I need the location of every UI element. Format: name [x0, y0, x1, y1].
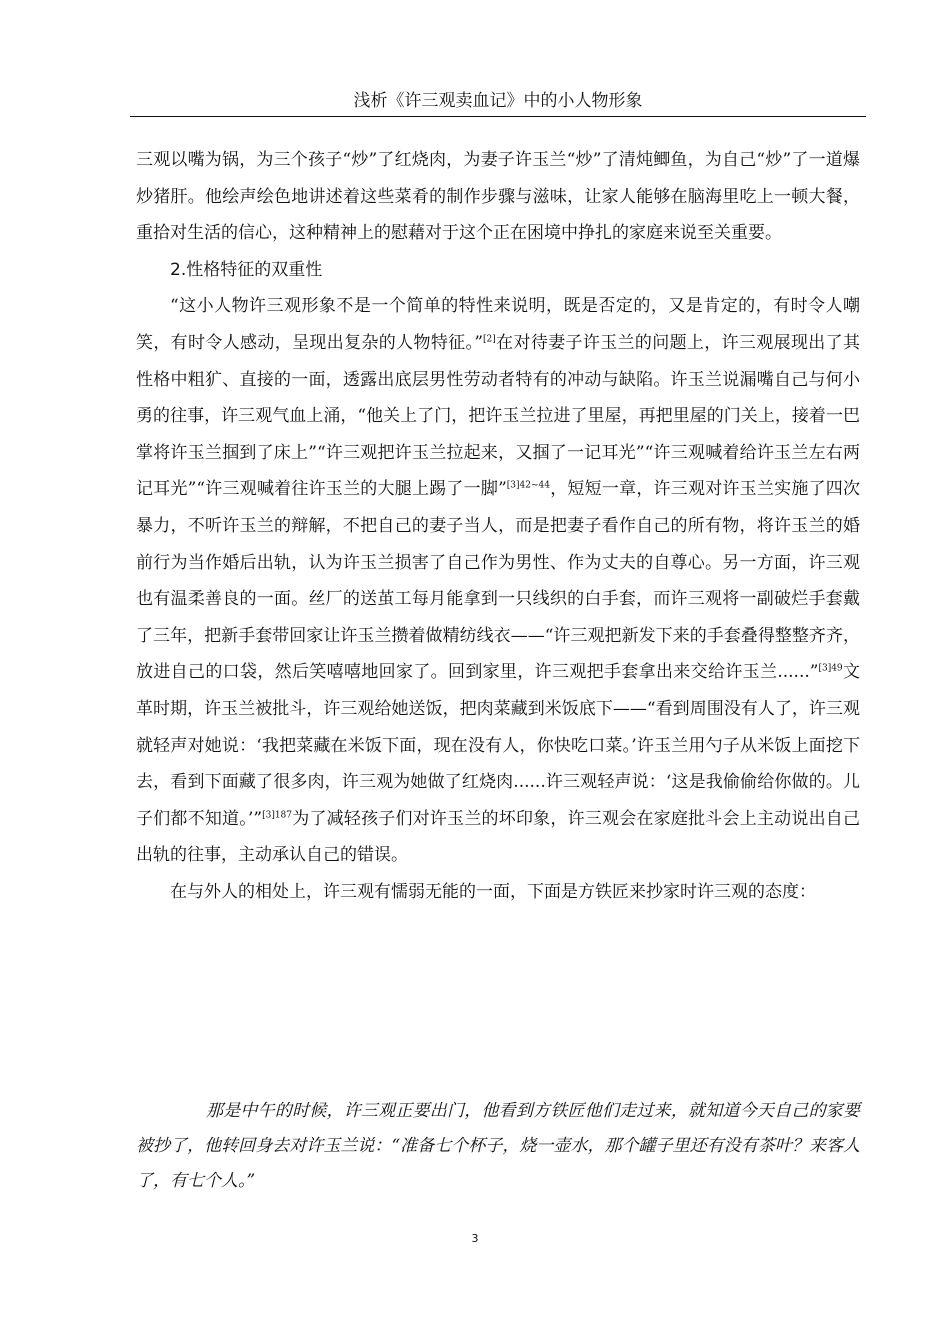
header-rule — [130, 116, 866, 117]
paragraph-2-part-d: 文革时期，许玉兰被批斗，许三观给她送饭，把肉菜藏到米饭底下——“看到周围没有人了，许三观就轻声对她说：‘我把菜藏在米饭下面，现在没有人，你快吃口菜。’许玉兰用勺子从米饭上面挖下去，看到下面藏了很多肉，许三观为她做了红烧肉......许三观轻声说：‘这是我偷偷给你做的。儿子们都不知道。’” — [136, 662, 860, 829]
paragraph-2-part-e: 为了减轻孩子们对许玉兰的坏印象，许三观会在家庭批斗会上主动说出自己出轨的往事，主动承认自己的错误。 — [136, 808, 860, 866]
citation-ref-4: [3]187 — [262, 810, 293, 821]
running-header: 浅析《许三观卖血记》中的小人物形象 — [353, 91, 643, 111]
paragraph-2-part-c: ，短短一章，许三观对许玉兰实施了四次暴力，不听许玉兰的辩解，不把自己的妻子当人，而是把妻子看作自己的所有物，将许玉兰的婚前行为当作婚后出轨，认为许玉兰损害了自己作为男性、作为丈夫的自尊心。另一方面，许三观也有温柔善良的一面。丝厂的送茧工每月能拿到一只线织的白手套，而许三观将一副破烂手套戴了三年，把新手套带回家让许玉兰攒着做精纺线衣——“许三观把新发下来的手套叠得整整齐齐，放进自己的口袋，然后笑嘻嘻地回家了。回到家里，许三观把手套拿出来交给许玉兰......” — [136, 479, 861, 683]
page-number: 3 — [471, 1232, 479, 1245]
paragraph-1: 三观以嘴为锅，为三个孩子“炒”了红烧肉，为妻子许玉兰“炒”了清炖鲫鱼，为自己“炒”了一道爆炒猪肝。他绘声绘色地讲述着这些菜肴的制作步骤与滋味，让家人能够在脑海里吃上一顿大餐，重拾对生活的信心，这种精神上的慰藉对于这个正在困境中挣扎的家庭来说至关重要。 — [136, 150, 860, 244]
citation-ref-1: [2] — [483, 334, 496, 345]
paragraph-2-part-a: “这小人物许三观形象不是一个简单的特性来说明，既是否定的，又是肯定的，有时令人嘲笑，有时令人感动，呈现出复杂的人物特征。” — [136, 296, 860, 353]
paragraph-2 — [136, 288, 860, 874]
body-text — [136, 142, 860, 910]
paragraph-2-part-b: 在对待妻子许玉兰的问题上，许三观展现出了其性格中粗犷、直接的一面，透露出底层男性劳动者特有的冲动与缺陷。许玉兰说漏嘴自己与何小勇的往事，许三观气血上涌，“他关上了门，把许玉兰拉进了里屋，再把里屋的门关上，接着一巴掌将许玉兰掴到了床上”“许三观把许玉兰拉起来，又掴了一记耳光”“许三观喊着给许玉兰左右两记耳光”“许三观喊着往许玉兰的大腿上踢了一脚” — [136, 332, 860, 500]
paragraph-3: 在与外人的相处上，许三观有懦弱无能的一面，下面是方铁匠来抄家时许三观的态度： — [170, 881, 816, 902]
citation-ref-2: [3]42~44 — [506, 480, 550, 491]
section-heading: 2.性格特征的双重性 — [170, 259, 323, 280]
block-quote: 那是中午的时候，许三观正要出门，他看到方铁匠他们走过来，就知道今天自己的家要被抄了，他转回身去对许玉兰说：“准备七个杯子，烧一壶水，那个罐子里还有没有茶叶？来客人了，有七个人。” — [136, 1101, 860, 1191]
citation-ref-3: [3]49 — [818, 663, 843, 674]
